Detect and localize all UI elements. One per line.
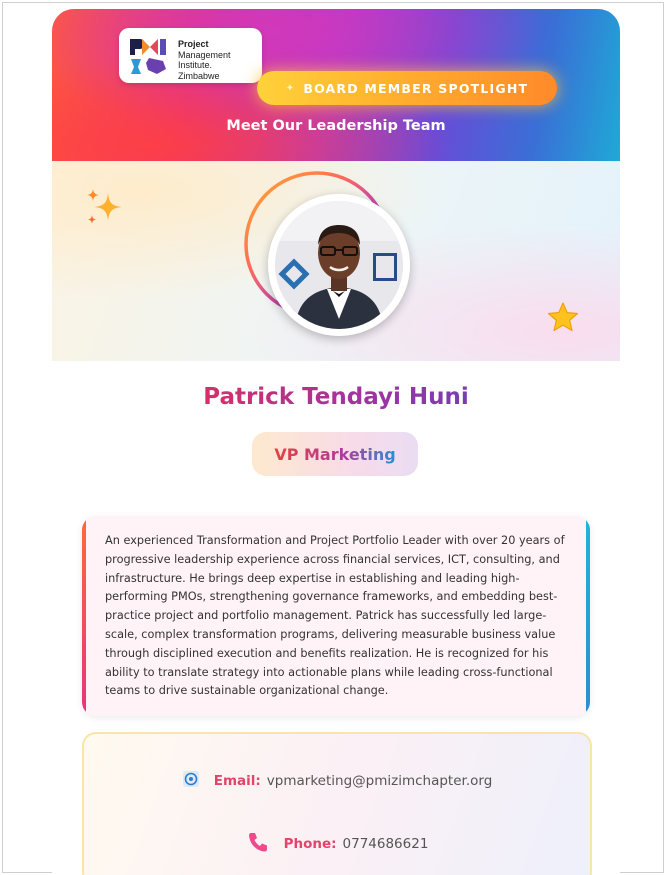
bio-text: An experienced Transformation and Project Portfolio Leader with over 20 years of progressive leadership experience across financial services, ICT, consulting, and infrastructure. He brings deep expertise in establishing and leading high-performing PMOs, strengthening governance frameworks, and embedding best-practice project and portfolio management. Patrick has successfully led large-scale, complex transformation programs, delivering measurable business value through disciplined execution and benefits realization. He is recognized for his ability to translate strategy into actionable plans while leading cross-functional teams to drive sustainable organizational change.: [105, 534, 565, 698]
role-badge: [252, 432, 418, 476]
logo-wordmark: [178, 39, 231, 81]
phone-row: [84, 830, 590, 858]
logo-line: Project: [178, 39, 209, 49]
phone-link[interactable]: 0774686621: [342, 836, 429, 852]
phone-icon: [246, 830, 270, 858]
star-icon: [546, 301, 580, 335]
pmi-logo-icon: [129, 37, 169, 75]
header-banner: [52, 9, 620, 161]
profile-photo: [268, 194, 410, 336]
badge-label: BOARD MEMBER SPOTLIGHT: [303, 80, 529, 96]
role-text: VP Marketing: [274, 444, 396, 464]
contact-card: [82, 732, 592, 875]
bio-card: [82, 516, 590, 716]
photo-section: [52, 161, 620, 361]
email-row: [84, 770, 590, 792]
sparkles-icon: [84, 187, 126, 229]
member-name: [52, 384, 620, 410]
board-member-spotlight-badge: [257, 71, 557, 105]
spotlight-card: [52, 9, 620, 875]
member-name-text: Patrick Tendayi Huni: [203, 384, 469, 410]
portrait-image: [275, 201, 403, 329]
email-label: Email:: [213, 773, 261, 789]
sparkle-icon: ✦: [285, 82, 296, 94]
pmi-zimbabwe-logo: [119, 28, 262, 83]
logo-line: Management: [178, 49, 231, 60]
logo-line: Institute.: [178, 60, 213, 70]
email-icon: [182, 770, 200, 792]
section-subtitle: Meet Our Leadership Team: [226, 118, 446, 134]
phone-label: Phone:: [283, 836, 337, 852]
email-link[interactable]: vpmarketing@pmizimchapter.org: [266, 773, 493, 789]
logo-line: Zimbabwe: [178, 70, 220, 81]
